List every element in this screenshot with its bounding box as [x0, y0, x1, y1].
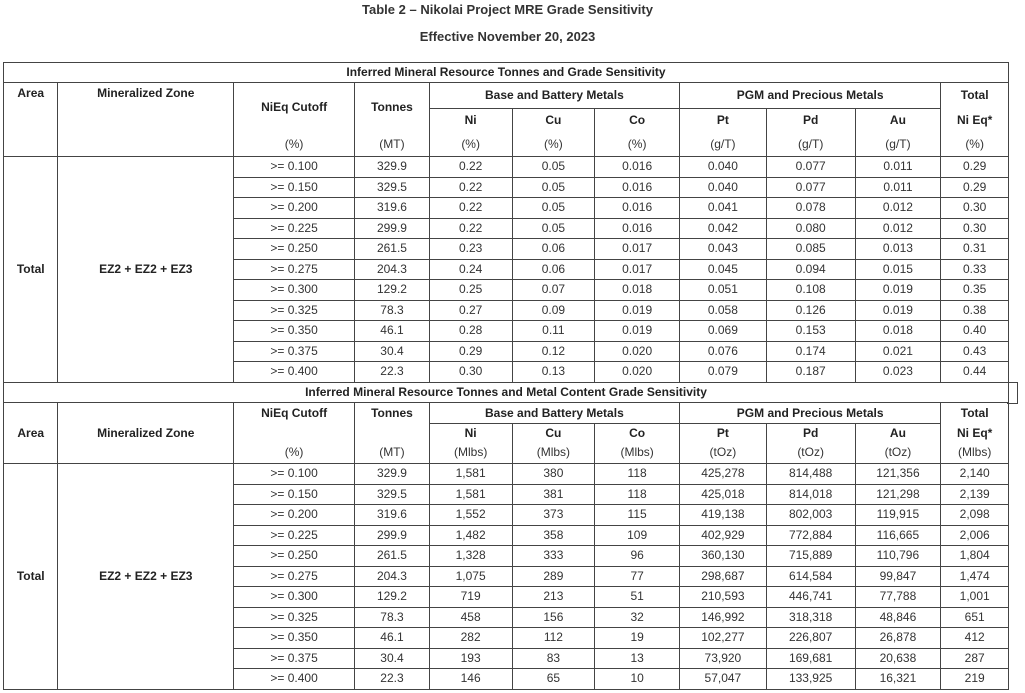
cu-cell: 0.13	[512, 362, 595, 383]
header-co: Co	[595, 424, 680, 443]
cu-cell: 112	[512, 628, 595, 649]
header-cutoff-spacer	[234, 424, 355, 443]
au-cell: 116,665	[855, 525, 941, 546]
ni-cell: 282	[429, 628, 512, 649]
co-cell: 0.017	[595, 239, 680, 260]
pt-cell: 0.045	[680, 259, 767, 280]
nieq-cell: 0.44	[941, 362, 1009, 383]
header-base-metals: Base and Battery Metals	[429, 403, 679, 424]
cutoff-cell: >= 0.300	[234, 280, 355, 301]
tonnes-cell: 22.3	[355, 669, 430, 690]
pt-cell: 360,130	[680, 546, 767, 567]
cutoff-cell: >= 0.200	[234, 505, 355, 526]
ni-cell: 0.25	[429, 280, 512, 301]
table-row	[4, 157, 1009, 178]
cutoff-cell: >= 0.250	[234, 546, 355, 567]
nieq-cell: 2,006	[941, 525, 1009, 546]
ni-cell: 193	[429, 648, 512, 669]
pd-cell: 0.077	[766, 157, 855, 178]
tonnes-cell: 261.5	[355, 546, 430, 567]
co-cell: 77	[595, 566, 680, 587]
effective-date: Effective November 20, 2023	[419, 29, 596, 44]
co-cell: 10	[595, 669, 680, 690]
co-cell: 118	[595, 464, 680, 485]
pd-cell: 814,488	[766, 464, 855, 485]
ni-cell: 1,581	[429, 464, 512, 485]
nieq-cell: 0.31	[941, 239, 1009, 260]
au-cell: 0.021	[855, 341, 941, 362]
pt-cell: 0.079	[680, 362, 767, 383]
cu-cell: 0.05	[512, 177, 595, 198]
co-cell: 13	[595, 648, 680, 669]
cu-cell: 289	[512, 566, 595, 587]
header-pgm-metals: PGM and Precious Metals	[680, 83, 941, 109]
pd-cell: 0.078	[766, 198, 855, 219]
au-cell: 20,638	[855, 648, 941, 669]
cutoff-cell: >= 0.200	[234, 198, 355, 219]
tonnes-cell: 46.1	[355, 628, 430, 649]
ni-cell: 146	[429, 669, 512, 690]
au-cell: 0.015	[855, 259, 941, 280]
nieq-cell: 1,804	[941, 546, 1009, 567]
cutoff-cell: >= 0.325	[234, 300, 355, 321]
cutoff-cell: >= 0.350	[234, 321, 355, 342]
au-cell: 26,878	[855, 628, 941, 649]
nieq-cell: 1,474	[941, 566, 1009, 587]
co-cell: 19	[595, 628, 680, 649]
cu-cell: 358	[512, 525, 595, 546]
co-cell: 0.020	[595, 362, 680, 383]
au-cell: 99,847	[855, 566, 941, 587]
au-cell: 0.012	[855, 218, 941, 239]
co-cell: 0.020	[595, 341, 680, 362]
tonnes-cell: 129.2	[355, 587, 430, 608]
nieq-cell: 0.30	[941, 218, 1009, 239]
tonnes-cell: 261.5	[355, 239, 430, 260]
pt-cell: 146,992	[680, 607, 767, 628]
pt-cell: 0.040	[680, 177, 767, 198]
tonnes-cell: 329.9	[355, 464, 430, 485]
ni-cell: 1,552	[429, 505, 512, 526]
co-cell: 32	[595, 607, 680, 628]
pd-cell: 715,889	[766, 546, 855, 567]
tonnes-cell: 319.6	[355, 505, 430, 526]
pt-cell: 0.058	[680, 300, 767, 321]
tonnes-cell: 319.6	[355, 198, 430, 219]
tonnes-cell: 22.3	[355, 362, 430, 383]
nieq-cell: 0.29	[941, 157, 1009, 178]
au-cell: 16,321	[855, 669, 941, 690]
pd-cell: 0.080	[766, 218, 855, 239]
tonnes-cell: 299.9	[355, 218, 430, 239]
mineralized-zone-cell: EZ2 + EZ2 + EZ3	[58, 157, 234, 383]
cutoff-cell: >= 0.375	[234, 341, 355, 362]
header-tonnes: Tonnes	[355, 403, 430, 424]
ni-cell: 0.22	[429, 218, 512, 239]
pt-cell: 0.076	[680, 341, 767, 362]
unit-tonnes: (MT)	[355, 443, 430, 464]
cutoff-cell: >= 0.250	[234, 239, 355, 260]
nieq-cell: 2,139	[941, 484, 1009, 505]
nieq-cell: 0.29	[941, 177, 1009, 198]
tonnes-cell: 30.4	[355, 341, 430, 362]
pd-cell: 772,884	[766, 525, 855, 546]
pt-cell: 73,920	[680, 648, 767, 669]
area-cell: Total	[4, 157, 58, 383]
nieq-cell: 0.43	[941, 341, 1009, 362]
pt-cell: 0.069	[680, 321, 767, 342]
nieq-cell: 287	[941, 648, 1009, 669]
header-mineralized-zone: Mineralized Zone	[58, 83, 234, 157]
cutoff-cell: >= 0.375	[234, 648, 355, 669]
nieq-cell: 1,001	[941, 587, 1009, 608]
ni-cell: 458	[429, 607, 512, 628]
au-cell: 121,356	[855, 464, 941, 485]
pd-cell: 318,318	[766, 607, 855, 628]
co-cell: 0.018	[595, 280, 680, 301]
header-total: Total	[941, 83, 1009, 109]
pd-cell: 814,018	[766, 484, 855, 505]
pt-cell: 210,593	[680, 587, 767, 608]
pd-cell: 133,925	[766, 669, 855, 690]
au-cell: 0.011	[855, 177, 941, 198]
header-pd: Pd	[766, 424, 855, 443]
ni-cell: 0.23	[429, 239, 512, 260]
header-pt: Pt	[680, 424, 767, 443]
cutoff-cell: >= 0.325	[234, 607, 355, 628]
au-cell: 110,796	[855, 546, 941, 567]
mineralized-zone-cell: EZ2 + EZ2 + EZ3	[58, 464, 234, 690]
tonnes-cell: 299.9	[355, 525, 430, 546]
pd-cell: 802,003	[766, 505, 855, 526]
pd-cell: 0.085	[766, 239, 855, 260]
ni-cell: 0.24	[429, 259, 512, 280]
cu-cell: 333	[512, 546, 595, 567]
pt-cell: 0.041	[680, 198, 767, 219]
au-cell: 0.013	[855, 239, 941, 260]
cutoff-cell: >= 0.225	[234, 218, 355, 239]
cu-cell: 0.12	[512, 341, 595, 362]
tonnes-cell: 204.3	[355, 566, 430, 587]
au-cell: 0.019	[855, 280, 941, 301]
cutoff-cell: >= 0.350	[234, 628, 355, 649]
ni-cell: 0.22	[429, 198, 512, 219]
pt-cell: 0.051	[680, 280, 767, 301]
pt-cell: 0.040	[680, 157, 767, 178]
cutoff-cell: >= 0.275	[234, 259, 355, 280]
pd-cell: 0.174	[766, 341, 855, 362]
header-co: Co	[595, 109, 680, 133]
pt-cell: 419,138	[680, 505, 767, 526]
pd-cell: 0.094	[766, 259, 855, 280]
header-nieq: Ni Eq*	[941, 424, 1009, 443]
metal-content-sensitivity-table	[3, 382, 1009, 690]
cu-cell: 0.05	[512, 218, 595, 239]
pd-cell: 0.126	[766, 300, 855, 321]
cutoff-cell: >= 0.150	[234, 484, 355, 505]
header-cutoff: NiEq Cutoff	[234, 403, 355, 424]
co-cell: 96	[595, 546, 680, 567]
header-cutoff: NiEq Cutoff	[234, 83, 355, 133]
ni-cell: 1,482	[429, 525, 512, 546]
cu-cell: 0.05	[512, 198, 595, 219]
nieq-cell: 651	[941, 607, 1009, 628]
nieq-cell: 219	[941, 669, 1009, 690]
unit-au: (g/T)	[855, 133, 941, 157]
cu-cell: 380	[512, 464, 595, 485]
co-cell: 0.016	[595, 198, 680, 219]
pd-cell: 0.108	[766, 280, 855, 301]
cutoff-cell: >= 0.225	[234, 525, 355, 546]
cu-cell: 0.11	[512, 321, 595, 342]
tonnes-cell: 329.5	[355, 177, 430, 198]
cutoff-cell: >= 0.400	[234, 362, 355, 383]
header-base-metals: Base and Battery Metals	[429, 83, 679, 109]
co-cell: 118	[595, 484, 680, 505]
pt-cell: 402,929	[680, 525, 767, 546]
cutoff-cell: >= 0.100	[234, 157, 355, 178]
cu-cell: 0.07	[512, 280, 595, 301]
unit-pt: (g/T)	[680, 133, 767, 157]
unit-cutoff: (%)	[234, 133, 355, 157]
cutoff-cell: >= 0.150	[234, 177, 355, 198]
co-cell: 0.019	[595, 321, 680, 342]
cutoff-cell: >= 0.400	[234, 669, 355, 690]
nieq-cell: 412	[941, 628, 1009, 649]
header-area: Area	[4, 83, 58, 157]
ni-cell: 0.22	[429, 177, 512, 198]
cu-cell: 213	[512, 587, 595, 608]
nieq-cell: 0.30	[941, 198, 1009, 219]
pt-cell: 425,278	[680, 464, 767, 485]
pd-cell: 169,681	[766, 648, 855, 669]
tonnes-cell: 78.3	[355, 607, 430, 628]
unit-pt: (tOz)	[680, 443, 767, 464]
unit-au: (tOz)	[855, 443, 941, 464]
header-tonnes-spacer	[355, 424, 430, 443]
cu-cell: 0.09	[512, 300, 595, 321]
au-cell: 0.011	[855, 157, 941, 178]
header-au: Au	[855, 109, 941, 133]
unit-co: (Mlbs)	[595, 443, 680, 464]
ni-cell: 1,075	[429, 566, 512, 587]
header-cu: Cu	[512, 424, 595, 443]
header-au: Au	[855, 424, 941, 443]
cu-cell: 65	[512, 669, 595, 690]
nieq-cell: 0.35	[941, 280, 1009, 301]
unit-cutoff: (%)	[234, 443, 355, 464]
cu-cell: 373	[512, 505, 595, 526]
cu-cell: 381	[512, 484, 595, 505]
table-caption: Inferred Mineral Resource Tonnes and Grade Sensitivity	[4, 63, 1009, 83]
nieq-cell: 0.40	[941, 321, 1009, 342]
cu-cell: 0.06	[512, 239, 595, 260]
cu-cell: 0.06	[512, 259, 595, 280]
header-tonnes: Tonnes	[355, 83, 430, 133]
au-cell: 0.012	[855, 198, 941, 219]
pt-cell: 425,018	[680, 484, 767, 505]
tonnes-cell: 46.1	[355, 321, 430, 342]
nieq-cell: 0.33	[941, 259, 1009, 280]
ni-cell: 0.22	[429, 157, 512, 178]
unit-co: (%)	[595, 133, 680, 157]
header-nieq: Ni Eq*	[941, 109, 1009, 133]
tonnes-cell: 30.4	[355, 648, 430, 669]
unit-tonnes: (MT)	[355, 133, 430, 157]
au-cell: 0.023	[855, 362, 941, 383]
au-cell: 0.018	[855, 321, 941, 342]
cutoff-cell: >= 0.100	[234, 464, 355, 485]
au-cell: 121,298	[855, 484, 941, 505]
pt-cell: 57,047	[680, 669, 767, 690]
tonnes-cell: 329.5	[355, 484, 430, 505]
au-cell: 0.019	[855, 300, 941, 321]
ni-cell: 0.28	[429, 321, 512, 342]
header-ni: Ni	[429, 109, 512, 133]
nieq-cell: 2,098	[941, 505, 1009, 526]
table-row	[4, 464, 1009, 485]
header-cu: Cu	[512, 109, 595, 133]
unit-pd: (tOz)	[766, 443, 855, 464]
unit-pd: (g/T)	[766, 133, 855, 157]
pd-cell: 614,584	[766, 566, 855, 587]
unit-cu: (Mlbs)	[512, 443, 595, 464]
cu-cell: 156	[512, 607, 595, 628]
area-cell: Total	[4, 464, 58, 690]
header-mineralized-zone: Mineralized Zone	[58, 403, 234, 464]
tonnes-cell: 129.2	[355, 280, 430, 301]
pd-cell: 446,741	[766, 587, 855, 608]
au-cell: 77,788	[855, 587, 941, 608]
co-cell: 0.017	[595, 259, 680, 280]
header-pgm-metals: PGM and Precious Metals	[680, 403, 941, 424]
table-title: Table 2 – Nikolai Project MRE Grade Sensitivity	[362, 2, 653, 17]
unit-cu: (%)	[512, 133, 595, 157]
pd-cell: 226,807	[766, 628, 855, 649]
cutoff-cell: >= 0.275	[234, 566, 355, 587]
ni-cell: 0.27	[429, 300, 512, 321]
cu-cell: 0.05	[512, 157, 595, 178]
cu-cell: 83	[512, 648, 595, 669]
table-caption: Inferred Mineral Resource Tonnes and Metal Content Grade Sensitivity	[4, 383, 1009, 403]
co-cell: 0.019	[595, 300, 680, 321]
ni-cell: 0.29	[429, 341, 512, 362]
header-area: Area	[4, 403, 58, 464]
nieq-cell: 2,140	[941, 464, 1009, 485]
tonnes-cell: 78.3	[355, 300, 430, 321]
header-pt: Pt	[680, 109, 767, 133]
co-cell: 0.016	[595, 177, 680, 198]
header-pd: Pd	[766, 109, 855, 133]
header-total: Total	[941, 403, 1009, 424]
co-cell: 51	[595, 587, 680, 608]
co-cell: 0.016	[595, 218, 680, 239]
pt-cell: 102,277	[680, 628, 767, 649]
nieq-cell: 0.38	[941, 300, 1009, 321]
pt-cell: 0.042	[680, 218, 767, 239]
tonnes-cell: 204.3	[355, 259, 430, 280]
unit-nieq: (Mlbs)	[941, 443, 1009, 464]
ni-cell: 719	[429, 587, 512, 608]
unit-ni: (Mlbs)	[429, 443, 512, 464]
ni-cell: 0.30	[429, 362, 512, 383]
unit-ni: (%)	[429, 133, 512, 157]
co-cell: 109	[595, 525, 680, 546]
pd-cell: 0.077	[766, 177, 855, 198]
pd-cell: 0.153	[766, 321, 855, 342]
ni-cell: 1,328	[429, 546, 512, 567]
cutoff-cell: >= 0.300	[234, 587, 355, 608]
pt-cell: 0.043	[680, 239, 767, 260]
pt-cell: 298,687	[680, 566, 767, 587]
ni-cell: 1,581	[429, 484, 512, 505]
unit-nieq: (%)	[941, 133, 1009, 157]
au-cell: 48,846	[855, 607, 941, 628]
co-cell: 115	[595, 505, 680, 526]
au-cell: 119,915	[855, 505, 941, 526]
tonnes-cell: 329.9	[355, 157, 430, 178]
co-cell: 0.016	[595, 157, 680, 178]
header-ni: Ni	[429, 424, 512, 443]
grade-sensitivity-table	[3, 62, 1009, 383]
pd-cell: 0.187	[766, 362, 855, 383]
